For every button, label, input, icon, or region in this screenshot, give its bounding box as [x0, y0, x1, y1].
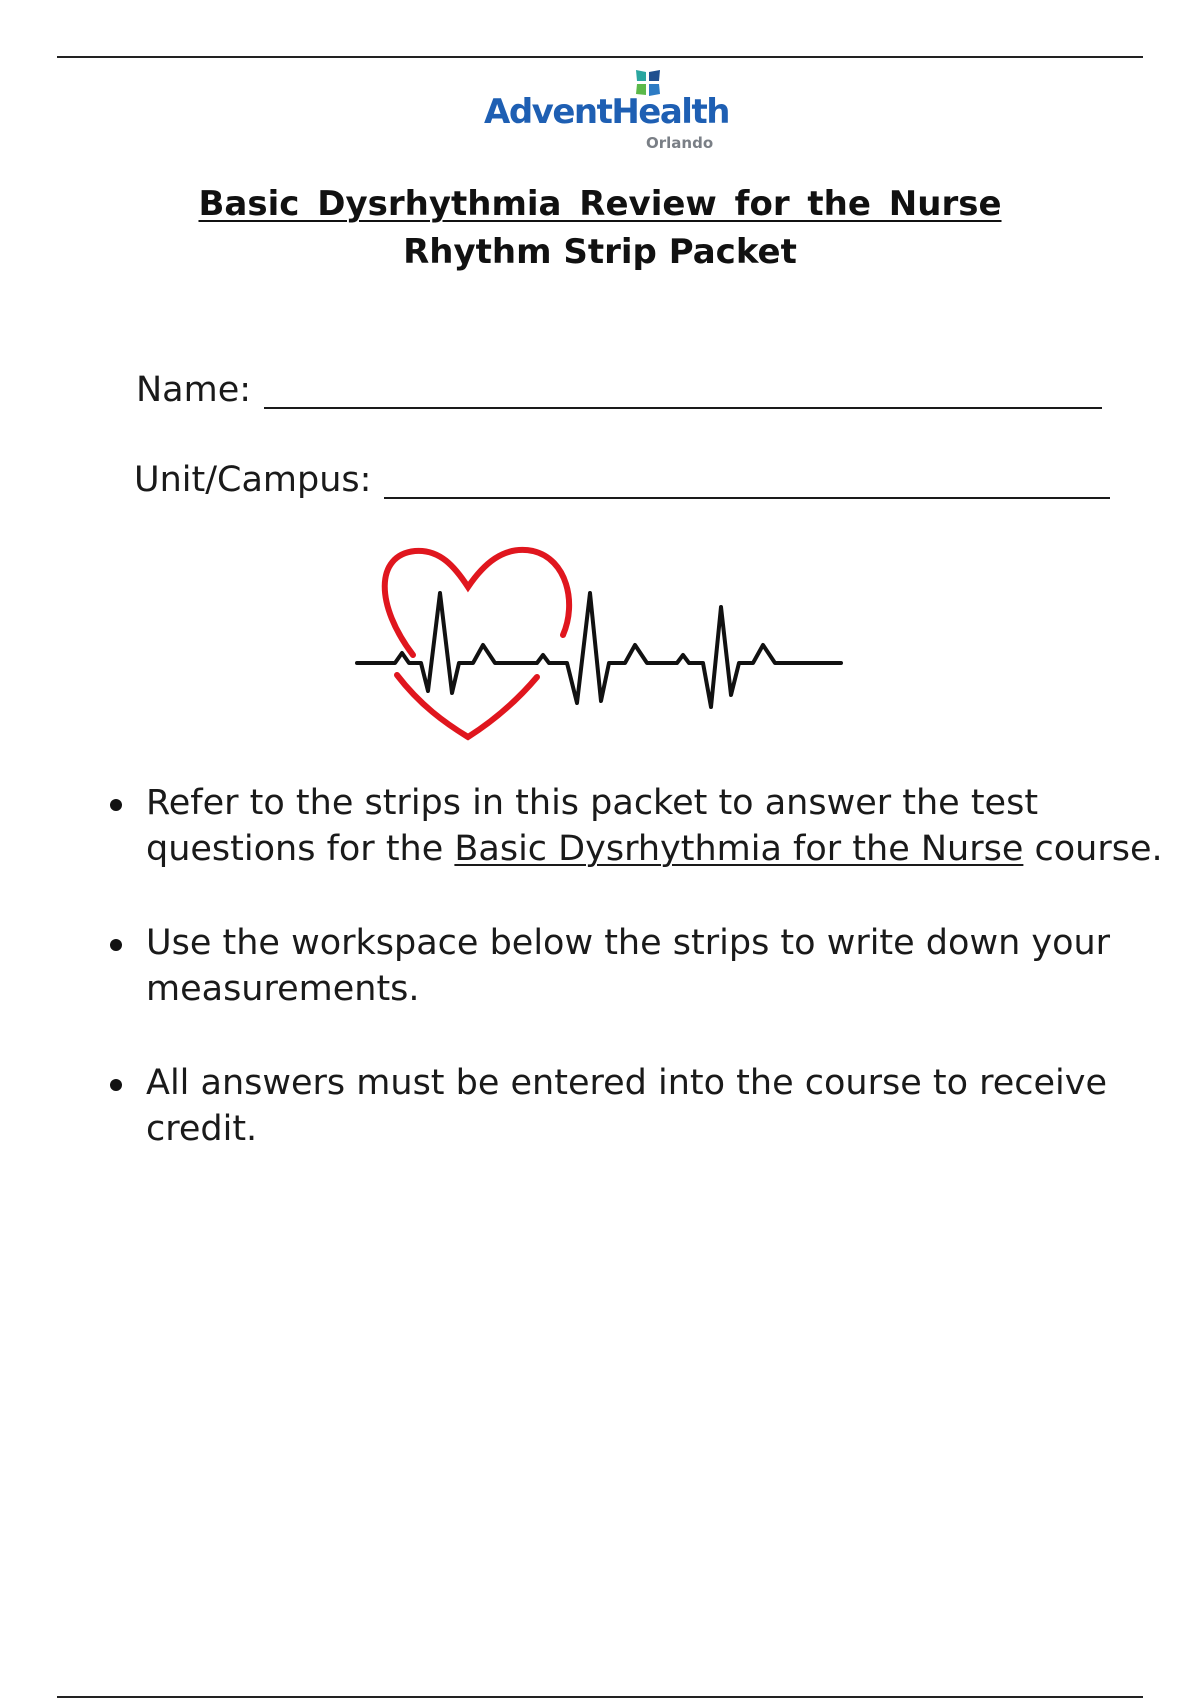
instruction-text-end: course. [1023, 829, 1163, 869]
heart-outline-lower [397, 675, 537, 737]
unit-campus-blank-line[interactable] [384, 497, 1110, 499]
logo-location: Orlando [646, 134, 714, 152]
bullet-dot-icon [110, 799, 122, 811]
top-rule [57, 56, 1143, 58]
instruction-item [110, 920, 1190, 1012]
instruction-text: Use the workspace below the strips to write down your measurements. [146, 923, 1111, 1009]
course-name-link: Basic Dysrhythmia for the Nurse [454, 829, 1024, 869]
instruction-text: Refer to the strips in this packet to answer the test questions for the [146, 783, 1039, 869]
name-blank-line[interactable] [264, 407, 1102, 409]
bottom-rule [57, 1696, 1143, 1698]
document-title-text: Basic Dysrhythmia Review for the Nurse [198, 184, 1002, 224]
instruction-item [110, 1060, 1190, 1152]
document-title [0, 184, 1200, 224]
document-subtitle: Rhythm Strip Packet [403, 232, 797, 272]
logo-wordmark: AdventHealth [484, 92, 729, 132]
adventhealth-logo [480, 66, 729, 156]
unit-campus-label: Unit/Campus: [134, 460, 372, 500]
heart-outline-upper [385, 550, 569, 655]
instruction-item [110, 780, 1190, 872]
instructions-list [110, 780, 1190, 1200]
instruction-text: All answers must be entered into the course to receive credit. [146, 1063, 1108, 1149]
ecg-trace [357, 593, 841, 707]
heart-ecg-icon [355, 545, 845, 745]
bullet-dot-icon [110, 1079, 122, 1091]
name-label: Name: [136, 370, 252, 410]
bullet-dot-icon [110, 939, 122, 951]
